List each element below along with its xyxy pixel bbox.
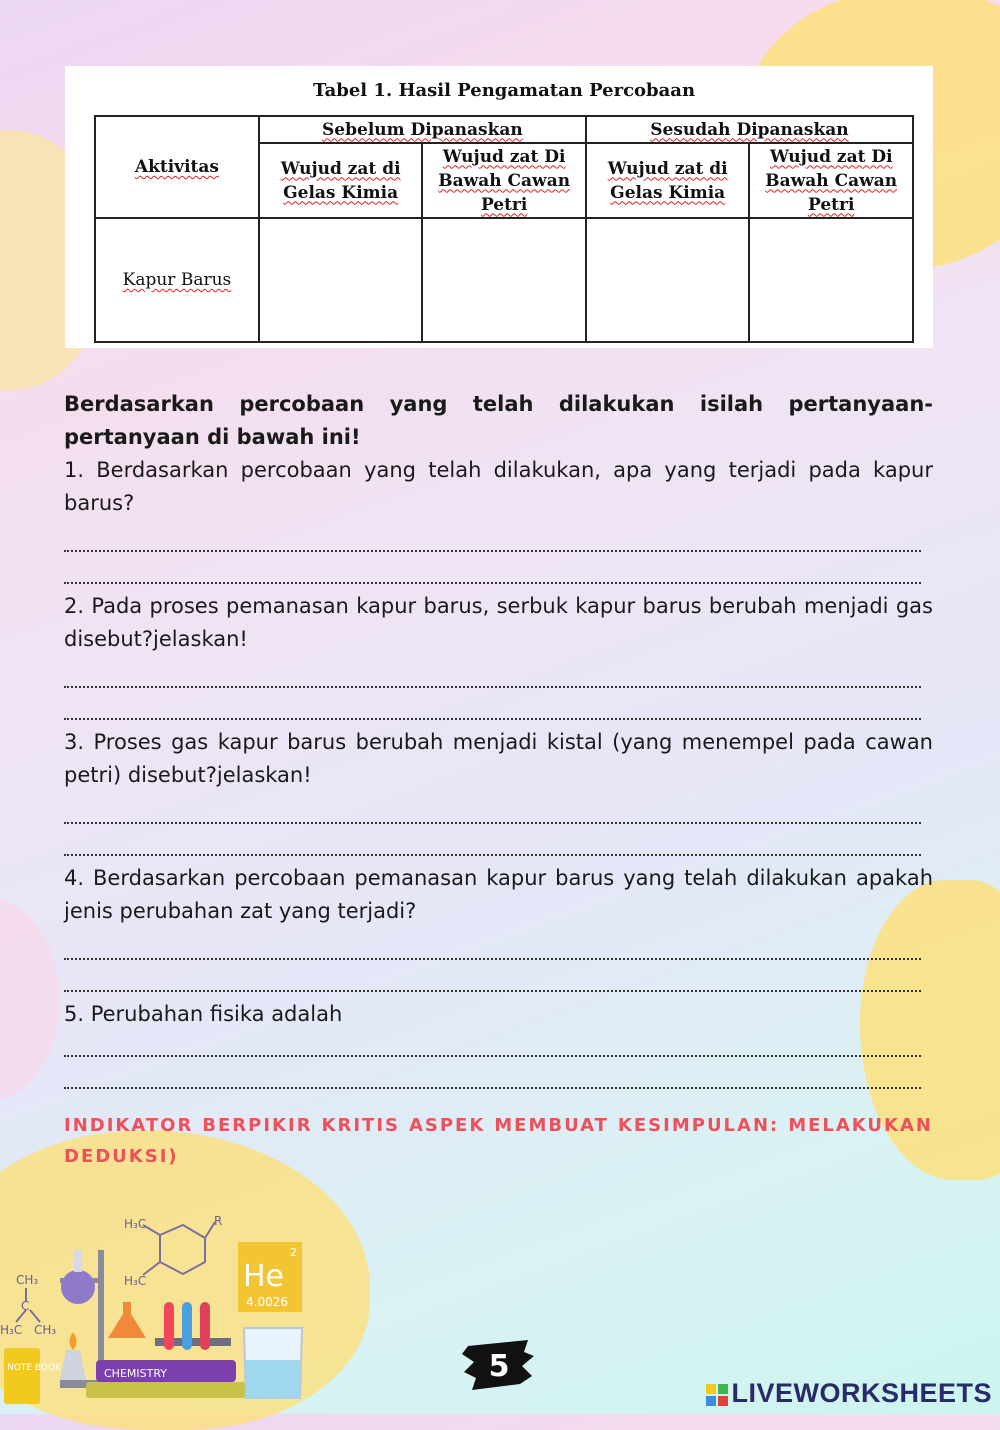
formula-label: CH₃ [16, 1273, 39, 1287]
formula-label: C [21, 1299, 30, 1313]
critical-thinking-indicator: INDIKATOR BERPIKIR KRITIS ASPEK MEMBUAT KESIMPULAN: MELAKUKAN DEDUKSI) [64, 1115, 933, 1167]
formula-label: CH₃ [34, 1323, 57, 1337]
formula-label: H₃C [124, 1217, 147, 1231]
answer-cell-before-glass[interactable] [259, 218, 423, 342]
burner-icon [60, 1350, 86, 1380]
instructions: Berdasarkan percobaan yang telah dilakukan isilah pertanyaan-pertanyaan di bawah ini! [64, 392, 933, 449]
answer-line[interactable] [64, 520, 921, 552]
question-section [64, 388, 933, 1089]
answer-line[interactable] [64, 552, 921, 584]
answer-cell-after-glass[interactable] [586, 218, 750, 342]
header-after-glass: Wujud zat di Gelas Kimia [586, 143, 750, 218]
observation-table-card [65, 66, 933, 348]
question-1: 1. Berdasarkan percobaan yang telah dilakukan, apa yang terjadi pada kapur barus? [64, 458, 933, 515]
question-3: 3. Proses gas kapur barus berubah menjadi kistal (yang menempel pada cawan petri) disebut?jelaskan! [64, 730, 933, 787]
formula-label: H₃C [124, 1274, 147, 1288]
answer-line[interactable] [64, 688, 921, 720]
formula-label: R [214, 1214, 223, 1228]
page-number-badge [462, 1336, 536, 1394]
table-title: Tabel 1. Hasil Pengamatan Percobaan [312, 80, 696, 101]
notebook-icon [4, 1348, 40, 1404]
answer-line[interactable] [64, 1031, 921, 1057]
header-activity: Aktivitas [95, 116, 259, 218]
svg-text:2: 2 [290, 1246, 297, 1259]
answer-cell-after-petri[interactable] [749, 218, 913, 342]
liveworksheets-logo-icon [706, 1384, 728, 1406]
brand-name: LIVEWORKSHEETS [731, 1378, 992, 1408]
decor-blob [0, 900, 60, 1100]
answer-line[interactable] [64, 960, 921, 992]
answer-line[interactable] [64, 656, 921, 688]
header-before: Sebelum Dipanaskan [259, 116, 586, 143]
erlenmeyer-flask-icon [108, 1302, 146, 1338]
flame-icon [70, 1332, 77, 1350]
observation-table [94, 115, 914, 343]
row-label-kapur-barus: Kapur Barus [95, 218, 259, 342]
round-flask-icon [61, 1270, 95, 1304]
svg-text:CHEMISTRY: CHEMISTRY [104, 1367, 167, 1380]
liveworksheets-brand[interactable] [706, 1378, 992, 1409]
answer-cell-before-petri[interactable] [422, 218, 586, 342]
svg-text:He: He [243, 1259, 285, 1294]
answer-line[interactable] [64, 1057, 921, 1089]
header-before-petri: Wujud zat Di Bawah Cawan Petri [422, 143, 586, 218]
answer-line[interactable] [64, 928, 921, 960]
question-5: 5. Perubahan fisika adalah [64, 1002, 343, 1026]
header-after-petri: Wujud zat Di Bawah Cawan Petri [749, 143, 913, 218]
svg-text:4.0026: 4.0026 [246, 1295, 288, 1309]
question-2: 2. Pada proses pemanasan kapur barus, serbuk kapur barus berubah menjadi gas disebut?jelaskan! [64, 594, 933, 651]
svg-text:NOTE BOOK: NOTE BOOK [7, 1363, 61, 1373]
chemistry-illustration [0, 1210, 320, 1410]
answer-line[interactable] [64, 792, 921, 824]
page-number: 5 [488, 1349, 510, 1384]
formula-label: H₃C [0, 1323, 23, 1337]
header-before-glass: Wujud zat di Gelas Kimia [259, 143, 423, 218]
answer-line[interactable] [64, 824, 921, 856]
header-after: Sesudah Dipanaskan [586, 116, 913, 143]
question-4: 4. Berdasarkan percobaan pemanasan kapur barus yang telah dilakukan apakah jenis perubahan zat yang terjadi? [64, 866, 933, 923]
